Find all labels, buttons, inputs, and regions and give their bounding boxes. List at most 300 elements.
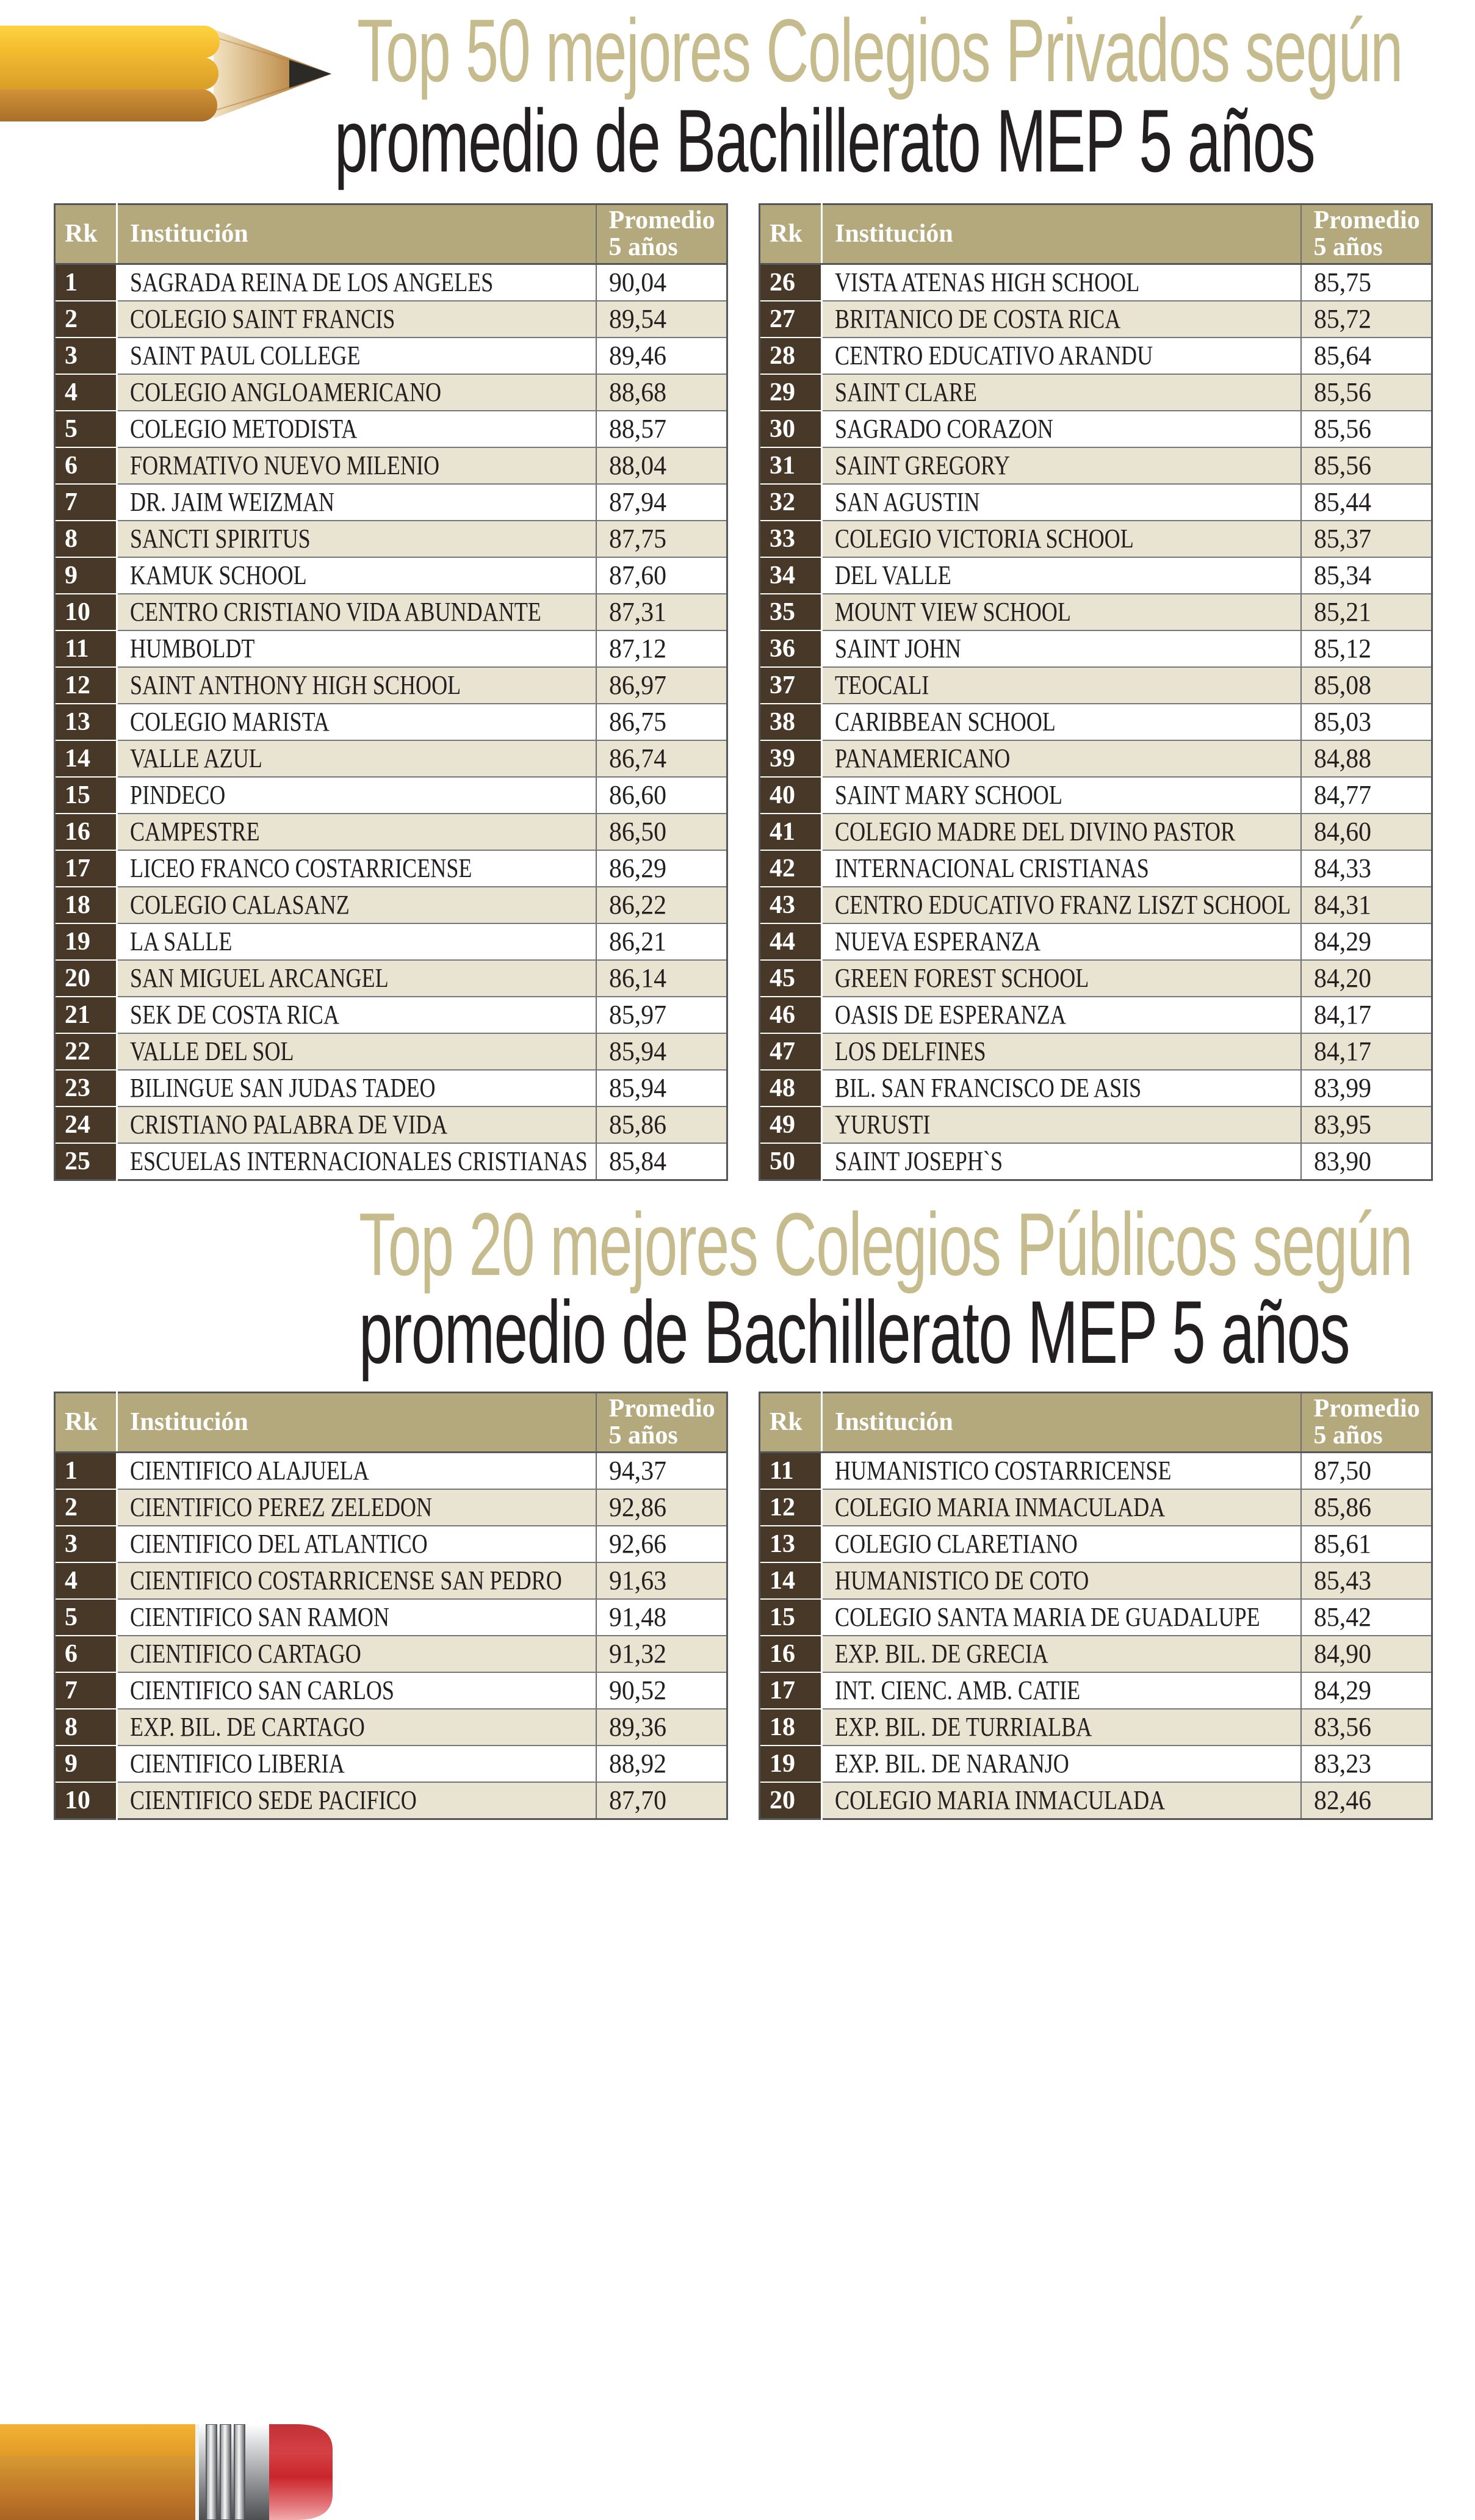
header-average (596, 1393, 727, 1453)
score-cell (596, 557, 727, 594)
rank-cell: 44 (760, 923, 822, 960)
rank-cell: 14 (760, 1562, 822, 1599)
institution-cell (117, 887, 596, 923)
institution-cell (822, 411, 1301, 447)
table-row (760, 1107, 1432, 1143)
table-row (760, 740, 1432, 777)
institution-cell-text: CIENTIFICO SAN CARLOS (130, 1675, 394, 1705)
institution-cell-text: CIENTIFICO PEREZ ZELEDON (130, 1492, 433, 1522)
table-row (55, 1489, 727, 1526)
header-average (1301, 204, 1432, 264)
score-cell (596, 411, 727, 447)
score-cell-text: 85,61 (1313, 1529, 1371, 1559)
score-cell (596, 850, 727, 887)
score-cell (1301, 1782, 1432, 1819)
score-cell-text: 85,56 (1313, 414, 1371, 444)
institution-cell-text: TEOCALI (835, 670, 929, 700)
rank-cell: 4 (55, 374, 117, 411)
institution-cell (117, 447, 596, 484)
score-cell (1301, 1489, 1432, 1526)
score-cell-text: 85,56 (1313, 450, 1371, 480)
rank-cell: 32 (760, 484, 822, 521)
table-row (55, 338, 727, 374)
table-row (760, 374, 1432, 411)
rank-cell: 29 (760, 374, 822, 411)
table-row (760, 594, 1432, 630)
header-row (55, 1393, 727, 1453)
table-row (760, 630, 1432, 667)
table-row (55, 1526, 727, 1562)
score-cell-text: 87,12 (608, 634, 666, 663)
table-row (55, 667, 727, 704)
rank-cell: 33 (760, 521, 822, 557)
score-cell-text: 84,29 (1313, 926, 1371, 956)
score-cell (1301, 1709, 1432, 1746)
table-row (760, 411, 1432, 447)
table-row (760, 997, 1432, 1033)
score-cell-text: 87,31 (608, 597, 666, 627)
header-institution: Institución (117, 204, 596, 264)
institution-cell (822, 1562, 1301, 1599)
score-cell (596, 301, 727, 338)
table-row (55, 1782, 727, 1819)
institution-cell-text: COLEGIO CALASANZ (130, 890, 350, 920)
institution-cell (117, 630, 596, 667)
institution-cell-text: CIENTIFICO CARTAGO (130, 1639, 361, 1669)
score-cell-text: 88,92 (608, 1749, 666, 1778)
institution-cell (117, 923, 596, 960)
rank-cell: 34 (760, 557, 822, 594)
score-cell (1301, 594, 1432, 630)
score-cell-text: 85,34 (1313, 560, 1371, 590)
institution-cell (117, 1033, 596, 1070)
institution-cell (117, 1107, 596, 1143)
public-table-right (759, 1392, 1433, 1820)
private-table-left (54, 203, 728, 1181)
header-average (1301, 1393, 1432, 1453)
score-cell (1301, 997, 1432, 1033)
institution-cell-text: SANCTI SPIRITUS (130, 524, 311, 554)
header-average-line2: 5 años (1313, 233, 1383, 261)
institution-cell-text: DR. JAIM WEIZMAN (130, 487, 335, 517)
score-cell (596, 667, 727, 704)
rank-cell: 40 (760, 777, 822, 814)
institution-cell (117, 521, 596, 557)
public-tables (54, 1392, 1433, 1820)
rank-cell: 42 (760, 850, 822, 887)
score-cell (1301, 1672, 1432, 1709)
score-cell-text: 86,75 (608, 707, 666, 737)
score-cell-text: 84,20 (1313, 963, 1371, 993)
institution-cell (117, 740, 596, 777)
header-average-line2: 5 años (608, 1421, 678, 1450)
institution-cell-text: SAINT MARY SCHOOL (835, 780, 1062, 810)
score-cell-text: 86,21 (608, 926, 666, 956)
institution-cell (822, 887, 1301, 923)
rank-cell: 37 (760, 667, 822, 704)
score-cell-text: 86,29 (608, 853, 666, 883)
institution-cell (822, 1746, 1301, 1782)
table-row (55, 630, 727, 667)
institution-cell (822, 1070, 1301, 1107)
institution-cell (117, 1746, 596, 1782)
score-cell (596, 1636, 727, 1672)
rank-cell: 20 (55, 960, 117, 997)
institution-cell (117, 1143, 596, 1180)
institution-cell (117, 997, 596, 1033)
table-row (760, 704, 1432, 740)
section-title-dark-text: promedio de Bachillerato MEP 5 años (359, 1282, 1350, 1382)
rank-cell: 13 (55, 704, 117, 740)
score-cell-text: 90,04 (608, 267, 666, 297)
institution-cell-text: MOUNT VIEW SCHOOL (835, 597, 1071, 627)
score-cell-text: 88,04 (608, 450, 666, 480)
score-cell-text: 86,60 (608, 780, 666, 810)
table-row (55, 411, 727, 447)
score-cell (1301, 630, 1432, 667)
score-cell (1301, 960, 1432, 997)
institution-cell-text: KAMUK SCHOOL (130, 560, 307, 590)
rank-cell: 47 (760, 1033, 822, 1070)
table-row (760, 667, 1432, 704)
score-cell-text: 85,42 (1313, 1602, 1371, 1632)
table-row (760, 1599, 1432, 1636)
score-cell-text: 94,37 (608, 1456, 666, 1486)
score-cell (596, 960, 727, 997)
institution-cell (117, 1599, 596, 1636)
institution-cell (117, 411, 596, 447)
rank-cell: 9 (55, 1746, 117, 1782)
rank-cell: 3 (55, 1526, 117, 1562)
institution-cell-text: INTERNACIONAL CRISTIANAS (835, 853, 1149, 883)
score-cell (1301, 338, 1432, 374)
score-cell (1301, 447, 1432, 484)
institution-cell (117, 850, 596, 887)
institution-cell (117, 1453, 596, 1490)
table-row (55, 740, 727, 777)
score-cell (596, 1070, 727, 1107)
institution-cell (117, 960, 596, 997)
score-cell-text: 92,66 (608, 1529, 666, 1559)
institution-cell (822, 1782, 1301, 1819)
institution-cell (822, 1526, 1301, 1562)
table-row (760, 960, 1432, 997)
table-row (55, 704, 727, 740)
score-cell (596, 630, 727, 667)
section-title-dark-text: promedio de Bachillerato MEP 5 años (334, 91, 1315, 190)
score-cell (1301, 887, 1432, 923)
institution-cell-text: GREEN FOREST SCHOOL (835, 963, 1089, 993)
rank-cell: 25 (55, 1143, 117, 1180)
institution-cell (822, 1033, 1301, 1070)
institution-cell-text: CIENTIFICO ALAJUELA (130, 1456, 369, 1486)
institution-cell-text: VALLE AZUL (130, 743, 262, 773)
table-row (55, 594, 727, 630)
institution-cell (117, 704, 596, 740)
rank-cell: 22 (55, 1033, 117, 1070)
institution-cell (822, 374, 1301, 411)
institution-cell-text: VISTA ATENAS HIGH SCHOOL (835, 267, 1140, 297)
score-cell (1301, 1033, 1432, 1070)
table-row (55, 887, 727, 923)
table-row (55, 374, 727, 411)
table-row (760, 1746, 1432, 1782)
score-cell (596, 1489, 727, 1526)
private-section-banner (0, 0, 1475, 203)
institution-cell (822, 301, 1301, 338)
score-cell (1301, 1453, 1432, 1490)
institution-cell-text: CIENTIFICO DEL ATLANTICO (130, 1529, 428, 1559)
institution-cell (117, 1709, 596, 1746)
score-cell-text: 91,48 (608, 1602, 666, 1632)
rank-cell: 5 (55, 1599, 117, 1636)
rank-cell: 28 (760, 338, 822, 374)
score-cell-text: 88,57 (608, 414, 666, 444)
rank-cell: 50 (760, 1143, 822, 1180)
institution-cell-text: COLEGIO MARIA INMACULADA (835, 1785, 1166, 1815)
header-average-line1: Promedio (1313, 206, 1420, 234)
score-cell-text: 86,50 (608, 817, 666, 847)
score-cell (1301, 1070, 1432, 1107)
header-average-line2: 5 años (1313, 1421, 1383, 1450)
rank-cell: 5 (55, 411, 117, 447)
rank-cell: 15 (55, 777, 117, 814)
institution-cell (822, 667, 1301, 704)
score-cell-text: 85,44 (1313, 487, 1371, 517)
institution-cell-text: BIL. SAN FRANCISCO DE ASIS (835, 1073, 1142, 1103)
section-title-accent-text: Top 20 mejores Colegios Públicos según (359, 1194, 1412, 1294)
rank-cell: 2 (55, 301, 117, 338)
institution-cell (822, 1453, 1301, 1490)
institution-cell-text: SAN MIGUEL ARCANGEL (130, 963, 389, 993)
header-row (760, 1393, 1432, 1453)
score-cell-text: 87,75 (608, 524, 666, 554)
rank-cell: 36 (760, 630, 822, 667)
institution-cell-text: PINDECO (130, 780, 226, 810)
institution-cell (822, 1672, 1301, 1709)
rank-cell: 16 (55, 814, 117, 850)
institution-cell-text: CENTRO CRISTIANO VIDA ABUNDANTE (130, 597, 541, 627)
score-cell (1301, 264, 1432, 301)
rank-cell: 20 (760, 1782, 822, 1819)
rank-cell: 12 (760, 1489, 822, 1526)
header-row (760, 204, 1432, 264)
table-row (55, 1709, 727, 1746)
score-cell (1301, 923, 1432, 960)
institution-cell (117, 557, 596, 594)
score-cell (596, 447, 727, 484)
score-cell (1301, 521, 1432, 557)
rank-cell: 4 (55, 1562, 117, 1599)
table-row (760, 1562, 1432, 1599)
table-row (55, 850, 727, 887)
score-cell-text: 86,14 (608, 963, 666, 993)
institution-cell-text: DEL VALLE (835, 560, 951, 590)
rank-cell: 30 (760, 411, 822, 447)
table-row (55, 1672, 727, 1709)
score-cell (596, 923, 727, 960)
institution-cell-text: COLEGIO MARISTA (130, 707, 330, 737)
institution-cell (117, 301, 596, 338)
rank-cell: 2 (55, 1489, 117, 1526)
score-cell-text: 91,32 (608, 1639, 666, 1669)
rank-cell: 13 (760, 1526, 822, 1562)
institution-cell (822, 1489, 1301, 1526)
institution-cell-text: CIENTIFICO SAN RAMON (130, 1602, 389, 1632)
score-cell-text: 88,68 (608, 377, 666, 407)
institution-cell-text: BRITANICO DE COSTA RICA (835, 304, 1121, 334)
institution-cell-text: EXP. BIL. DE GRECIA (835, 1639, 1048, 1669)
score-cell (596, 887, 727, 923)
rank-cell: 15 (760, 1599, 822, 1636)
rank-cell: 18 (55, 887, 117, 923)
private-table-right (759, 203, 1433, 1181)
table-row (760, 301, 1432, 338)
table-row (760, 447, 1432, 484)
score-cell (596, 997, 727, 1033)
rank-cell: 48 (760, 1070, 822, 1107)
table-row (760, 1143, 1432, 1180)
institution-cell-text: COLEGIO CLARETIANO (835, 1529, 1078, 1559)
table-row (55, 484, 727, 521)
table-row (760, 1070, 1432, 1107)
score-cell-text: 87,60 (608, 560, 666, 590)
table-row (55, 1143, 727, 1180)
rank-cell: 18 (760, 1709, 822, 1746)
header-average (596, 204, 727, 264)
score-cell (1301, 557, 1432, 594)
score-cell (1301, 740, 1432, 777)
table-row (760, 1489, 1432, 1526)
institution-cell (822, 1599, 1301, 1636)
rank-cell: 10 (55, 594, 117, 630)
table-row (760, 484, 1432, 521)
score-cell (596, 704, 727, 740)
institution-cell (822, 814, 1301, 850)
institution-cell-text: YURUSTI (835, 1110, 931, 1139)
institution-cell (822, 521, 1301, 557)
table-row (760, 1709, 1432, 1746)
rank-cell: 35 (760, 594, 822, 630)
rank-cell: 26 (760, 264, 822, 301)
institution-cell-text: HUMBOLDT (130, 634, 255, 663)
score-cell (596, 1599, 727, 1636)
score-cell-text: 85,37 (1313, 524, 1371, 554)
private-tables (54, 203, 1433, 1181)
institution-cell (822, 630, 1301, 667)
institution-cell (117, 1672, 596, 1709)
rank-cell: 43 (760, 887, 822, 923)
score-cell (596, 1033, 727, 1070)
score-cell-text: 84,88 (1313, 743, 1371, 773)
institution-cell-text: SAINT GREGORY (835, 450, 1011, 480)
score-cell-text: 85,94 (608, 1073, 666, 1103)
table-row (760, 777, 1432, 814)
rank-cell: 9 (55, 557, 117, 594)
table-row (760, 1453, 1432, 1490)
rank-cell: 39 (760, 740, 822, 777)
table-row (55, 1070, 727, 1107)
rank-cell: 11 (55, 630, 117, 667)
score-cell (596, 1526, 727, 1562)
institution-cell (822, 594, 1301, 630)
score-cell (596, 814, 727, 850)
table-row (55, 447, 727, 484)
score-cell-text: 87,70 (608, 1785, 666, 1815)
score-cell-text: 85,94 (608, 1036, 666, 1066)
score-cell (596, 484, 727, 521)
institution-cell-text: ESCUELAS INTERNACIONALES CRISTIANAS (130, 1146, 588, 1176)
rank-cell: 21 (55, 997, 117, 1033)
institution-cell-text: SAINT PAUL COLLEGE (130, 341, 361, 370)
table-row (760, 923, 1432, 960)
institution-cell-text: INT. CIENC. AMB. CATIE (835, 1675, 1081, 1705)
header-average-line1: Promedio (1313, 1394, 1420, 1423)
score-cell-text: 91,63 (608, 1565, 666, 1595)
table-row (760, 557, 1432, 594)
institution-cell-text: COLEGIO MADRE DEL DIVINO PASTOR (835, 817, 1236, 847)
institution-cell (822, 484, 1301, 521)
institution-cell-text: SAINT ANTHONY HIGH SCHOOL (130, 670, 461, 700)
institution-cell-text: EXP. BIL. DE CARTAGO (130, 1712, 365, 1742)
section-title-dark (359, 1282, 1352, 1382)
table-row (760, 338, 1432, 374)
rank-cell: 14 (55, 740, 117, 777)
rank-cell: 8 (55, 521, 117, 557)
score-cell (1301, 1562, 1432, 1599)
institution-cell (822, 338, 1301, 374)
institution-cell (117, 1782, 596, 1819)
rank-cell: 17 (55, 850, 117, 887)
header-institution: Institución (117, 1393, 596, 1453)
score-cell-text: 84,33 (1313, 853, 1371, 883)
score-cell-text: 84,29 (1313, 1675, 1371, 1705)
institution-cell-text: HUMANISTICO DE COTO (835, 1565, 1089, 1595)
rank-cell: 8 (55, 1709, 117, 1746)
score-cell (1301, 814, 1432, 850)
score-cell (596, 1782, 727, 1819)
score-cell (596, 1107, 727, 1143)
institution-cell (117, 484, 596, 521)
rank-cell: 23 (55, 1070, 117, 1107)
institution-cell-text: NUEVA ESPERANZA (835, 926, 1041, 956)
table-row (760, 887, 1432, 923)
institution-cell (822, 960, 1301, 997)
institution-cell (822, 850, 1301, 887)
score-cell-text: 83,23 (1313, 1749, 1371, 1778)
rank-cell: 31 (760, 447, 822, 484)
rank-cell: 6 (55, 447, 117, 484)
institution-cell (822, 1143, 1301, 1180)
score-cell (1301, 704, 1432, 740)
score-cell-text: 85,43 (1313, 1565, 1371, 1595)
institution-cell-text: CARIBBEAN SCHOOL (835, 707, 1056, 737)
institution-cell-text: CRISTIANO PALABRA DE VIDA (130, 1110, 448, 1139)
table-row (55, 521, 727, 557)
table-row (55, 814, 727, 850)
institution-cell (822, 1636, 1301, 1672)
table-row (760, 521, 1432, 557)
header-average-line2: 5 años (608, 233, 678, 261)
institution-cell-text: EXP. BIL. DE TURRIALBA (835, 1712, 1092, 1742)
score-cell-text: 85,12 (1313, 634, 1371, 663)
rank-cell: 41 (760, 814, 822, 850)
rank-cell: 1 (55, 264, 117, 301)
institution-cell-text: SAINT JOHN (835, 634, 961, 663)
table-row (55, 1107, 727, 1143)
header-institution: Institución (822, 204, 1301, 264)
rank-cell: 49 (760, 1107, 822, 1143)
